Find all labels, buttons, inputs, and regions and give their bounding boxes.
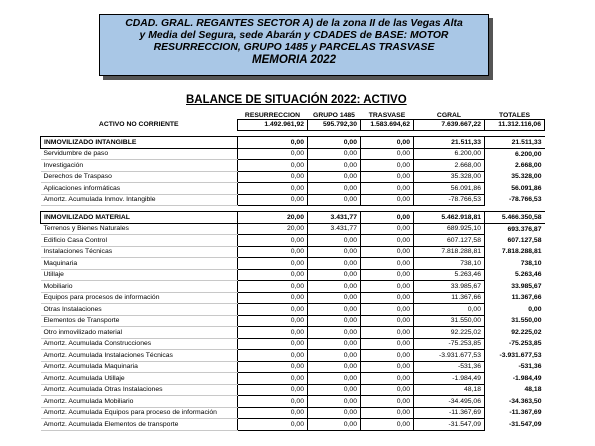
- value-cell: 0,00: [238, 373, 308, 385]
- table-row: [41, 327, 545, 339]
- value-cell: 689.925,10: [414, 223, 485, 235]
- table-row: [41, 171, 545, 183]
- table-row: [41, 304, 545, 316]
- total-cell: -78.766,53: [508, 196, 542, 204]
- value-cell: 6.200,00: [414, 148, 485, 160]
- value-cell: 0,00: [308, 396, 361, 408]
- table-row: [41, 183, 545, 195]
- value-cell: 0,00: [414, 304, 485, 316]
- value-cell: 0,00: [308, 281, 361, 293]
- value-cell: 0,00: [308, 137, 361, 149]
- value-cell: 0,00: [361, 212, 414, 224]
- value-cell: 0,00: [238, 171, 308, 183]
- header-line: CDAD. GRAL. REGANTES SECTOR A) de la zona II de las Vegas Alta: [125, 18, 463, 29]
- value-cell: 2.668,00: [414, 160, 485, 172]
- value-cell: 1.583.694,62: [361, 119, 414, 131]
- value-cell: 20,00: [238, 223, 308, 235]
- memoria-title: MEMORIA 2022: [252, 54, 336, 66]
- column-header: TOTALES: [498, 111, 531, 119]
- table-row: [41, 194, 545, 206]
- row-label: Mobiliario: [41, 281, 238, 293]
- value-cell: 0,00: [238, 419, 308, 431]
- value-cell: 0,00: [308, 327, 361, 339]
- value-cell: 0,00: [361, 246, 414, 258]
- value-cell: 0,00: [238, 148, 308, 160]
- value-cell: 0,00: [308, 350, 361, 362]
- value-cell: 33.985,67: [414, 281, 485, 293]
- table-row: [41, 338, 545, 350]
- section-label: INMOVILIZADO MATERIAL: [41, 212, 238, 224]
- value-cell: 0,00: [361, 384, 414, 396]
- column-header: RESURRECCION: [244, 111, 301, 119]
- value-cell: 0,00: [361, 148, 414, 160]
- total-cell: 33.985,67: [511, 282, 542, 290]
- value-cell: 0,00: [238, 269, 308, 281]
- value-cell: 0,00: [308, 419, 361, 431]
- value-cell: 0,00: [361, 235, 414, 247]
- value-cell: 0,00: [238, 350, 308, 362]
- total-cell: 5.263,46: [515, 271, 542, 279]
- activo-no-corriente-row: [41, 119, 545, 131]
- table-row: [41, 160, 545, 172]
- value-cell: 0,00: [361, 407, 414, 419]
- balance-title: BALANCE DE SITUACIÓN 2022: ACTIVO: [186, 94, 407, 106]
- value-cell: 0,00: [238, 235, 308, 247]
- row-label: Otro inmovilizado material: [41, 327, 238, 339]
- value-cell: 0,00: [308, 407, 361, 419]
- value-cell: 0,00: [361, 292, 414, 304]
- value-cell: 35.328,00: [414, 171, 485, 183]
- value-cell: -78.766,53: [414, 194, 485, 206]
- total-cell: 2.668,00: [515, 161, 542, 169]
- value-cell: 0,00: [361, 183, 414, 195]
- total-cell: 11.367,66: [511, 294, 542, 302]
- value-cell: 0,00: [308, 315, 361, 327]
- value-cell: 0,00: [238, 396, 308, 408]
- total-cell: 35.328,00: [511, 173, 542, 181]
- value-cell: 0,00: [308, 361, 361, 373]
- table-row: [41, 235, 545, 247]
- value-cell: 0,00: [361, 338, 414, 350]
- balance-table: [40, 110, 545, 431]
- value-cell: 0,00: [238, 407, 308, 419]
- column-header: CGRAL: [436, 111, 462, 119]
- row-label: Otras Instalaciones: [41, 304, 238, 316]
- value-cell: 595.792,30: [308, 119, 361, 131]
- value-cell: -34.495,06: [414, 396, 485, 408]
- value-cell: 0,00: [308, 292, 361, 304]
- value-cell: 0,00: [308, 194, 361, 206]
- column-header: TRASVASE: [368, 111, 406, 119]
- total-cell: -75.253,85: [508, 340, 542, 348]
- value-cell: 11.367,66: [414, 292, 485, 304]
- value-cell: 0,00: [361, 258, 414, 270]
- row-label: Maquinaria: [41, 258, 238, 270]
- value-cell: 0,00: [308, 148, 361, 160]
- row-label: Amortz. Acumulada Instalaciones Técnicas: [41, 350, 238, 362]
- value-cell: 0,00: [308, 160, 361, 172]
- table-row: [41, 258, 545, 270]
- value-cell: 3.431,77: [308, 212, 361, 224]
- table-row: [41, 384, 545, 396]
- value-cell: 738,10: [414, 258, 485, 270]
- value-cell: 0,00: [238, 258, 308, 270]
- value-cell: 5.462.918,81: [414, 212, 485, 224]
- total-cell: 738,10: [520, 259, 542, 267]
- row-label: Edificio Casa Control: [41, 235, 238, 247]
- table-row: [41, 407, 545, 419]
- total-cell: 693.376,87: [507, 225, 542, 233]
- value-cell: 0,00: [238, 183, 308, 195]
- value-cell: 0,00: [238, 292, 308, 304]
- value-cell: 0,00: [361, 327, 414, 339]
- table-row: [41, 396, 545, 408]
- row-label: Terrenos y Bienes Naturales: [41, 223, 238, 235]
- row-label: Derechos de Traspaso: [41, 171, 238, 183]
- value-cell: 0,00: [361, 361, 414, 373]
- value-cell: 0,00: [238, 361, 308, 373]
- total-cell: -531,36: [518, 363, 542, 371]
- value-cell: 0,00: [308, 373, 361, 385]
- value-cell: 0,00: [361, 223, 414, 235]
- table-row: [41, 281, 545, 293]
- row-label: Utillaje: [41, 269, 238, 281]
- value-cell: 7.818.288,81: [414, 246, 485, 258]
- table-row: [41, 419, 545, 431]
- value-cell: 0,00: [308, 384, 361, 396]
- section-label: INMOVILIZADO INTANGIBLE: [41, 137, 238, 149]
- total-cell: 56.091,86: [511, 184, 542, 192]
- value-cell: -11.367,69: [414, 407, 485, 419]
- table-row: [41, 246, 545, 258]
- table-row: [41, 315, 545, 327]
- value-cell: 7.639.667,22: [414, 119, 485, 131]
- value-cell: 1.492.961,92: [238, 119, 308, 131]
- value-cell: 607.127,58: [414, 235, 485, 247]
- value-cell: 0,00: [238, 281, 308, 293]
- value-cell: -531,36: [414, 361, 485, 373]
- value-cell: -75.253,85: [414, 338, 485, 350]
- value-cell: 11.312.116,06: [485, 119, 545, 131]
- total-cell: 5.466.350,58: [485, 212, 545, 224]
- value-cell: 0,00: [361, 171, 414, 183]
- value-cell: 0,00: [238, 160, 308, 172]
- column-header-blank: [41, 110, 238, 119]
- row-label: Amortz. Acumulada Mobiliario: [41, 396, 238, 408]
- value-cell: 5.263,46: [414, 269, 485, 281]
- section-row-material: [41, 212, 545, 224]
- column-header-row: [41, 110, 545, 119]
- total-cell: 31.550,00: [511, 317, 542, 325]
- table-row: [41, 292, 545, 304]
- table-row: [41, 373, 545, 385]
- row-label: Amortz. Acumulada Maquinaria: [41, 361, 238, 373]
- row-label: Amortz. Acumulada Equipos para proceso de información: [41, 407, 238, 419]
- row-label: Servidumbre de paso: [41, 148, 238, 160]
- row-label: Equipos para procesos de información: [41, 292, 238, 304]
- value-cell: -31.547,09: [414, 419, 485, 431]
- value-cell: 0,00: [361, 315, 414, 327]
- column-header: GRUPO 1485: [313, 111, 355, 119]
- value-cell: 0,00: [238, 246, 308, 258]
- value-cell: 0,00: [361, 269, 414, 281]
- value-cell: 31.550,00: [414, 315, 485, 327]
- row-label: Amortz. Acumulada Otras Instalaciones: [41, 384, 238, 396]
- table-row: [41, 361, 545, 373]
- row-label: Amortz. Acumulada Construcciones: [41, 338, 238, 350]
- value-cell: 92.225,02: [414, 327, 485, 339]
- value-cell: 0,00: [361, 350, 414, 362]
- total-cell: 6.200,00: [515, 150, 542, 158]
- total-cell: 607.127,58: [507, 236, 542, 244]
- value-cell: 0,00: [238, 194, 308, 206]
- value-cell: 0,00: [238, 315, 308, 327]
- value-cell: 3.431,77: [308, 223, 361, 235]
- section-row-intangible: [41, 137, 545, 149]
- row-label: ACTIVO NO CORRIENTE: [98, 121, 179, 129]
- table-row: [41, 148, 545, 160]
- row-label: Amortz. Acumulada Utillaje: [41, 373, 238, 385]
- value-cell: 0,00: [308, 269, 361, 281]
- value-cell: 0,00: [308, 338, 361, 350]
- value-cell: 0,00: [361, 281, 414, 293]
- table-row: [41, 269, 545, 281]
- value-cell: 56.091,86: [414, 183, 485, 195]
- total-cell: -3.931.677,53: [499, 351, 542, 359]
- value-cell: 0,00: [238, 304, 308, 316]
- value-cell: 0,00: [308, 183, 361, 195]
- value-cell: 0,00: [361, 194, 414, 206]
- total-cell: -1.984,49: [512, 374, 542, 382]
- value-cell: 0,00: [361, 396, 414, 408]
- value-cell: 0,00: [361, 373, 414, 385]
- table-row: [41, 350, 545, 362]
- row-label: Amortz. Acumulada Elementos de transporte: [41, 419, 238, 431]
- total-cell: -31.547,09: [508, 420, 542, 428]
- header-line: RESURRECCION, GRUPO 1485 y PARCELAS TRASVASE: [153, 42, 435, 53]
- total-cell: -34.363,50: [508, 397, 542, 405]
- value-cell: 0,00: [361, 304, 414, 316]
- total-cell: 21.511,33: [485, 137, 545, 149]
- value-cell: 0,00: [361, 137, 414, 149]
- row-label: Aplicaciones informáticas: [41, 183, 238, 195]
- total-cell: 7.818.288,81: [501, 248, 542, 256]
- row-label: Investigación: [41, 160, 238, 172]
- value-cell: -1.984,49: [414, 373, 485, 385]
- value-cell: 0,00: [238, 338, 308, 350]
- value-cell: 0,00: [308, 235, 361, 247]
- value-cell: 0,00: [308, 304, 361, 316]
- memoria-header-banner: [99, 14, 489, 76]
- value-cell: 0,00: [238, 384, 308, 396]
- value-cell: -3.931.677,53: [414, 350, 485, 362]
- value-cell: 0,00: [308, 246, 361, 258]
- value-cell: 0,00: [238, 137, 308, 149]
- row-label: Elementos de Transporte: [41, 315, 238, 327]
- value-cell: 0,00: [238, 327, 308, 339]
- value-cell: 0,00: [361, 419, 414, 431]
- table-row: [41, 223, 545, 235]
- value-cell: 20,00: [238, 212, 308, 224]
- total-cell: 0,00: [528, 305, 542, 313]
- row-label: Amortz. Acumulada Inmov. Intangible: [41, 194, 238, 206]
- value-cell: 48,18: [414, 384, 485, 396]
- total-cell: -11.367,69: [509, 409, 542, 417]
- header-line: y Media del Segura, sede Abarán y CDADES de BASE: MOTOR: [139, 30, 449, 41]
- total-cell: 92.225,02: [511, 328, 542, 336]
- value-cell: 21.511,33: [414, 137, 485, 149]
- value-cell: 0,00: [308, 171, 361, 183]
- row-label: Instalaciones Técnicas: [41, 246, 238, 258]
- value-cell: 0,00: [308, 258, 361, 270]
- total-cell: 48,18: [524, 386, 542, 394]
- value-cell: 0,00: [361, 160, 414, 172]
